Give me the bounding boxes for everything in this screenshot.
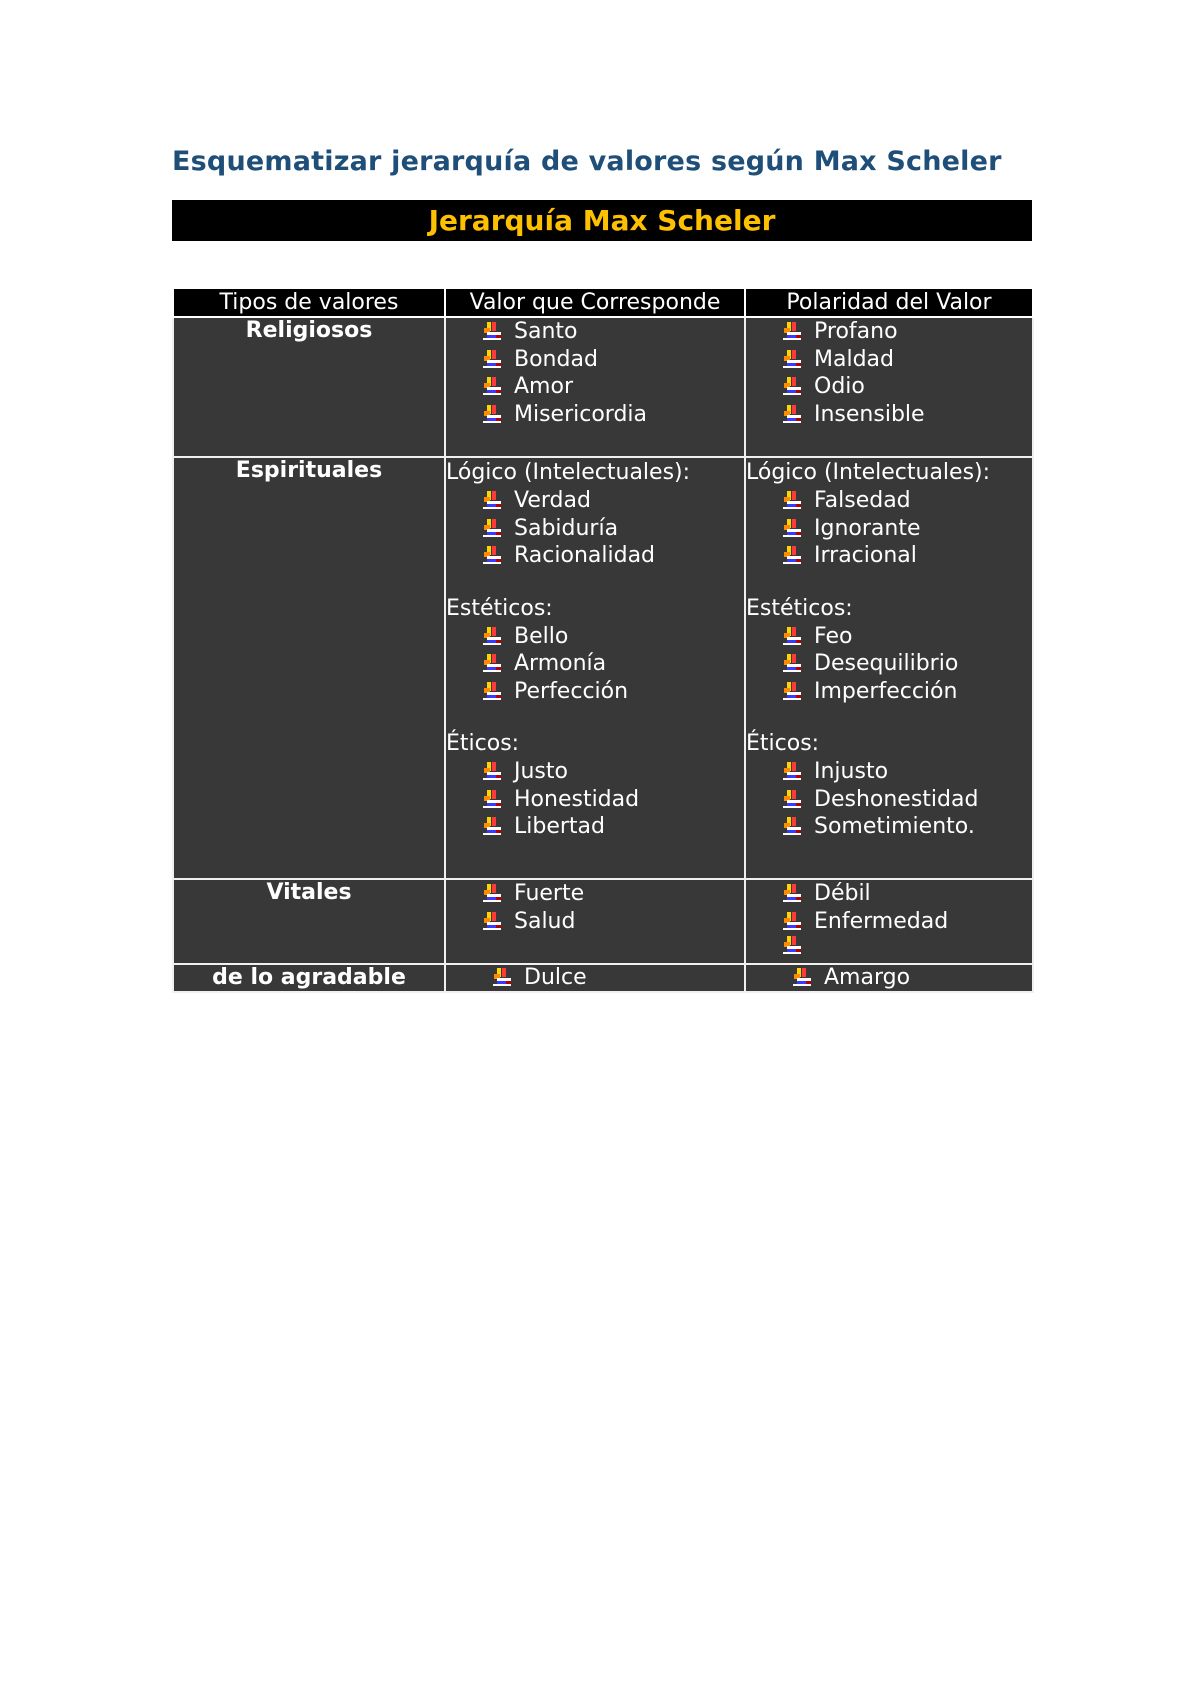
list-item: Injusto (782, 758, 1032, 786)
list-item: Desequilibrio (782, 650, 1032, 678)
list-item: Bondad (482, 346, 744, 374)
group-heading: Éticos: (446, 731, 520, 756)
list-item: Justo (482, 758, 744, 786)
puzzle-bullet-icon (482, 761, 504, 781)
header-tipos: Tipos de valores (173, 288, 445, 317)
values-agradable (445, 964, 745, 992)
type-religiosos: Religiosos (173, 317, 445, 457)
list-item: Débil (782, 880, 1032, 908)
list-item: Profano (782, 318, 1032, 346)
polarity-religiosos (745, 317, 1033, 457)
puzzle-bullet-icon (782, 490, 804, 510)
list-item: Libertad (482, 813, 744, 841)
puzzle-bullet-icon (482, 376, 504, 396)
puzzle-bullet-icon (482, 490, 504, 510)
puzzle-bullet-icon (782, 789, 804, 809)
list-item: Verdad (482, 487, 744, 515)
list-item: Sabiduría (482, 515, 744, 543)
puzzle-bullet-icon (782, 681, 804, 701)
list-item: Feo (782, 623, 1032, 651)
puzzle-bullet-icon (482, 626, 504, 646)
table-row (173, 317, 1033, 457)
list-item: Dulce (492, 965, 744, 991)
puzzle-bullet-icon (482, 321, 504, 341)
puzzle-bullet-icon (482, 404, 504, 424)
list-item: Ignorante (782, 515, 1032, 543)
list-item: Honestidad (482, 786, 744, 814)
values-table (172, 287, 1034, 993)
puzzle-bullet-icon (482, 349, 504, 369)
puzzle-bullet-icon (482, 681, 504, 701)
list-item: Perfección (482, 678, 744, 706)
puzzle-bullet-icon (482, 653, 504, 673)
puzzle-bullet-icon (482, 789, 504, 809)
puzzle-bullet-icon (482, 816, 504, 836)
puzzle-bullet-icon (782, 349, 804, 369)
list-item: Irracional (782, 542, 1032, 570)
group-heading: Lógico (Intelectuales): (746, 460, 991, 485)
list-item: Odio (782, 373, 1032, 401)
polarity-agradable (745, 964, 1033, 992)
list-item: Enfermedad (782, 908, 1032, 936)
list-item: Armonía (482, 650, 744, 678)
puzzle-bullet-icon (782, 626, 804, 646)
list-item: Deshonestidad (782, 786, 1032, 814)
list-item (782, 935, 1032, 957)
type-agradable: de lo agradable (173, 964, 445, 992)
puzzle-bullet-icon (482, 545, 504, 565)
list-item: Racionalidad (482, 542, 744, 570)
table-row (173, 457, 1033, 879)
list-item: Salud (482, 908, 744, 936)
type-vitales: Vitales (173, 879, 445, 964)
puzzle-bullet-icon (782, 816, 804, 836)
document-title: Esquematizar jerarquía de valores según Max Scheler (172, 146, 1002, 177)
header-polaridad: Polaridad del Valor (745, 288, 1033, 317)
puzzle-bullet-icon (782, 518, 804, 538)
table-row (173, 879, 1033, 964)
puzzle-bullet-icon (782, 935, 804, 955)
values-religiosos (445, 317, 745, 457)
list-item: Santo (482, 318, 744, 346)
list-item: Imperfección (782, 678, 1032, 706)
group-heading: Éticos: (746, 731, 820, 756)
list-item: Maldad (782, 346, 1032, 374)
puzzle-bullet-icon (482, 518, 504, 538)
puzzle-bullet-icon (482, 911, 504, 931)
puzzle-bullet-icon (782, 761, 804, 781)
values-espirituales (445, 457, 745, 879)
header-valor: Valor que Corresponde (445, 288, 745, 317)
puzzle-bullet-icon (482, 883, 504, 903)
puzzle-bullet-icon (492, 967, 514, 987)
list-item: Insensible (782, 401, 1032, 429)
list-item: Bello (482, 623, 744, 651)
table-row (173, 964, 1033, 992)
puzzle-bullet-icon (782, 545, 804, 565)
list-item: Sometimiento. (782, 813, 1032, 841)
group-heading: Lógico (Intelectuales): (446, 460, 691, 485)
group-heading: Estéticos: (446, 595, 553, 621)
banner-title: Jerarquía Max Scheler (428, 204, 776, 237)
list-item: Fuerte (482, 880, 744, 908)
values-vitales (445, 879, 745, 964)
list-item: Falsedad (782, 487, 1032, 515)
polarity-vitales (745, 879, 1033, 964)
table-header-row (173, 288, 1033, 317)
type-espirituales: Espirituales (173, 457, 445, 879)
list-item: Amargo (792, 965, 1032, 991)
puzzle-bullet-icon (782, 911, 804, 931)
puzzle-bullet-icon (782, 883, 804, 903)
puzzle-bullet-icon (782, 404, 804, 424)
title-banner (172, 200, 1032, 241)
puzzle-bullet-icon (782, 376, 804, 396)
puzzle-bullet-icon (782, 653, 804, 673)
puzzle-bullet-icon (792, 967, 814, 987)
list-item: Misericordia (482, 401, 744, 429)
polarity-espirituales (745, 457, 1033, 879)
puzzle-bullet-icon (782, 321, 804, 341)
list-item: Amor (482, 373, 744, 401)
group-heading: Estéticos: (746, 595, 853, 621)
